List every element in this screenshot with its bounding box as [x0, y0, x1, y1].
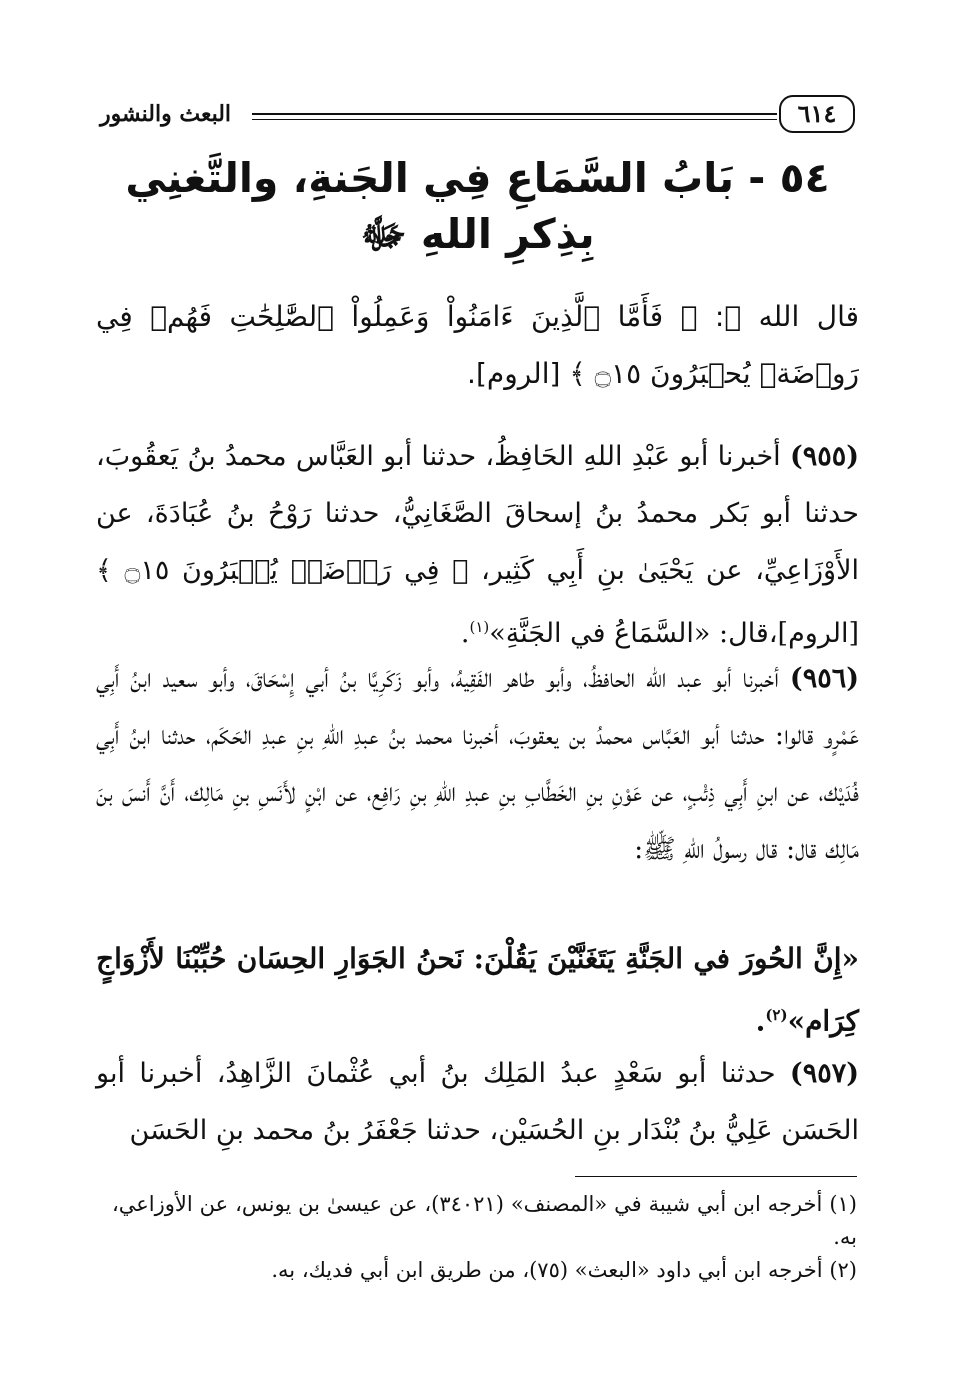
footnotes — [112, 1188, 857, 1287]
hadith-text: أخبرنا أبو عبد الله الحافظُ، وأبو طاهر الفَقِيهُ، وأبو زَكَرِيَّا بنُ أبي إِسْحَاقَ، وأبو سعيد ابنُ أَبِي عَمْرٍو قالوا: حدثنا أبو العَبَّاس محمدُ بن يعقوبَ، أخبرنا محمد بنُ عبدِ اللهِ بنِ عبدِ الحَكَم، حدثنا ابنُ أَبِي فُدَيْك، عن ابنِ أَبِي ذِئْبٍ، عن عَوْنِ بنِ الخَطَّابِ بنِ عبدِ اللهِ بنِ رَافِع، عن ابْنٍ لأَنَسِ بنِ مَالِك، أَنَّ أَنسَ بنَ مَالِك قال: قال رسولُ اللهِ ﷺ: — [96, 663, 859, 865]
footnote-marker: (٢) — [829, 1258, 857, 1282]
quote-text: «إِنَّ الحُورَ في الجَنَّةِ يَتَغَنَّيْنَ يَقُلْنَ: نَحنُ الجَوَارِ الحِسَان حُبِّبْنَا لأَزْوَاجٍ كِرَام» — [96, 942, 859, 1038]
hadith-957 — [96, 1045, 859, 1159]
page-number: ٦١٤ — [779, 95, 855, 133]
intro-verse: قال الله ﷻ: ﴿ فَأَمَّا ٱلَّذِينَ ءَامَنُواْ وَعَمِلُواْ ٱلصَّٰلِحَٰتِ فَهُمۡ فِي رَوۡضَةٖ يُحۡبَرُونَ ۝١٥ ﴾ [الروم]. — [96, 300, 859, 390]
footnote-1 — [112, 1188, 857, 1254]
footnote-2 — [112, 1254, 857, 1287]
hadith-text: حدثنا أبو سَعْدٍ عبدُ المَلِك بنُ أبي عُثْمانَ الزَّاهِدُ، أخبرنا أبو الحَسَن عَلِيُّ بنُ بُنْدَار بنِ الحُسَيْن، حدثنا جَعْفَرُ بنُ محمد بنِ الحَسَن — [96, 1058, 859, 1146]
running-header — [100, 93, 855, 137]
hadith-number: (٩٥٥) — [789, 441, 860, 472]
footnote-text: أخرجه ابن أبي داود «البعث» (٧٥)، من طريق ابن أبي فديك، به. — [271, 1258, 823, 1282]
footnote-ref: (١) — [469, 618, 490, 636]
footnote-divider — [575, 1176, 857, 1177]
hadith-955: (٩٥٥) أخبرنا أبو عَبْدِ اللهِ الحَافِظُ، حدثنا أبو العَبَّاس محمدُ بنُ يَعقُوبَ، حدثنا أبو بَكر محمدُ بنُ إسحاقَ الصَّغَانِيُّ، حدثنا رَوْحُ بنُ عُبَادَةَ، عن الأَوْزَاعِيِّ، عن يَحْيَىٰ بنِ أَبِي كَثِير، ﴿ فِي رَوۡضَةٖ يُحۡبَرُونَ ۝١٥ ﴾ [الروم]،قال: «السَّمَاعُ في الجَنَّةِ»$^{(١)}$. — [96, 441, 860, 649]
book-title: البعث والنشور — [100, 101, 232, 127]
hadith-text: أخبرنا أبو عَبْدِ اللهِ الحَافِظُ، حدثنا أبو العَبَّاس محمدُ بنُ يَعقُوبَ، حدثنا أبو بَكر محمدُ بنُ إسحاقَ الصَّغَانِيُّ، حدثنا رَوْحُ بنُ عُبَادَةَ، عن الأَوْزَاعِيِّ، عن يَحْيَىٰ بنِ أَبِي كَثِير، ﴿ فِي رَوۡضَةٖ يُحۡبَرُونَ ۝١٥ ﴾ [الروم]،قال: «السَّمَاعُ في الجَنَّةِ» — [96, 441, 859, 649]
chapter-title-line-2: بِذِكرِ اللهِ ﷻ — [360, 210, 595, 258]
footnote-ref: (٢) — [765, 1006, 788, 1024]
hadith-number: (٩٥٦) — [789, 663, 859, 694]
hadith-956 — [96, 650, 859, 878]
chapter-title — [100, 150, 855, 262]
prophetic-quote: «إِنَّ الحُورَ في الجَنَّةِ يَتَغَنَّيْنَ يَقُلْنَ: نَحنُ الجَوَارِ الحِسَان حُبِّبْنَا لأَزْوَاجٍ كِرَام»$^{(٢)}$. — [96, 942, 859, 1038]
chapter-title-line-1: ٥٤ - بَابُ السَّمَاعِ فِي الجَنةِ، والتَّغنِي — [125, 154, 830, 202]
hadith-number: (٩٥٧) — [789, 1058, 859, 1089]
footnote-marker: (١) — [829, 1192, 857, 1216]
header-rule — [252, 113, 777, 120]
footnote-text: أخرجه ابن أبي شيبة في «المصنف» (٣٤٠٢١)، عن عيسىٰ بن يونس، عن الأوزاعي، به. — [112, 1192, 857, 1249]
